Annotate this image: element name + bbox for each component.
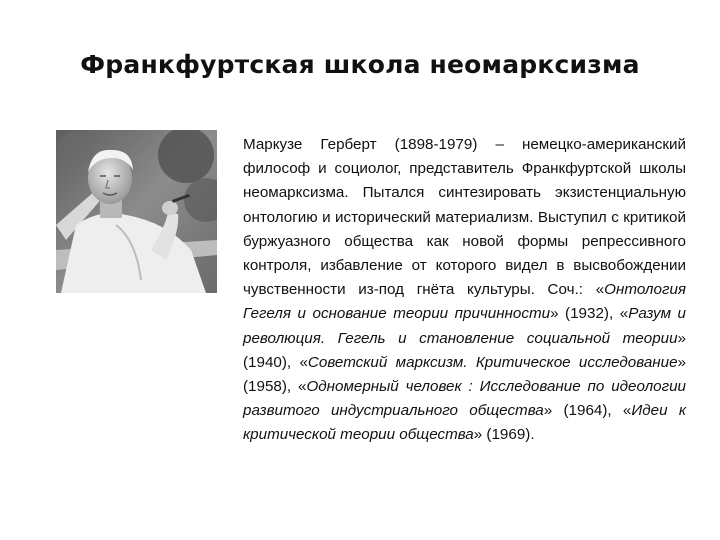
slide-title: Франкфуртская школа неомарксизма <box>80 50 640 79</box>
portrait-photo-drawing <box>56 130 217 293</box>
work-title-5: Идеи к критической теории общества <box>243 402 686 444</box>
work-title-4: Одномерный человек : Исследование по идеологии развитого индустриального общества <box>243 378 686 420</box>
work-title-1: Онтология Гегеля и основание теории причинности <box>243 281 686 323</box>
bio-year-1: » (1932), « <box>550 305 629 323</box>
portrait-photo <box>56 130 217 293</box>
biography-text <box>243 133 686 448</box>
work-title-2: Разум и революция. Гегель и становление социальной теории <box>243 305 686 347</box>
bio-year-2: » (1940), « <box>243 329 686 371</box>
bio-year-3: » (1958), « <box>243 353 686 396</box>
work-title-3: Советский марксизм. Критическое исследование <box>307 353 678 371</box>
bio-year-4: » (1964), « <box>543 402 632 420</box>
bio-year-5: » (1969). <box>473 426 535 444</box>
bio-intro: Маркузе Герберт (1898‑1979) – немецко-американский философ и социолог, представитель Франкфуртской школы неомарксизма. Пытался синтезировать экзистенциальную онтологию и исторический материализм. Выступил с критикой буржуазного общества как новой формы репрессивного контроля, избавление от которого видел в высвобождении чувственности из-под гнёта культуры. Соч.: « <box>243 136 686 299</box>
